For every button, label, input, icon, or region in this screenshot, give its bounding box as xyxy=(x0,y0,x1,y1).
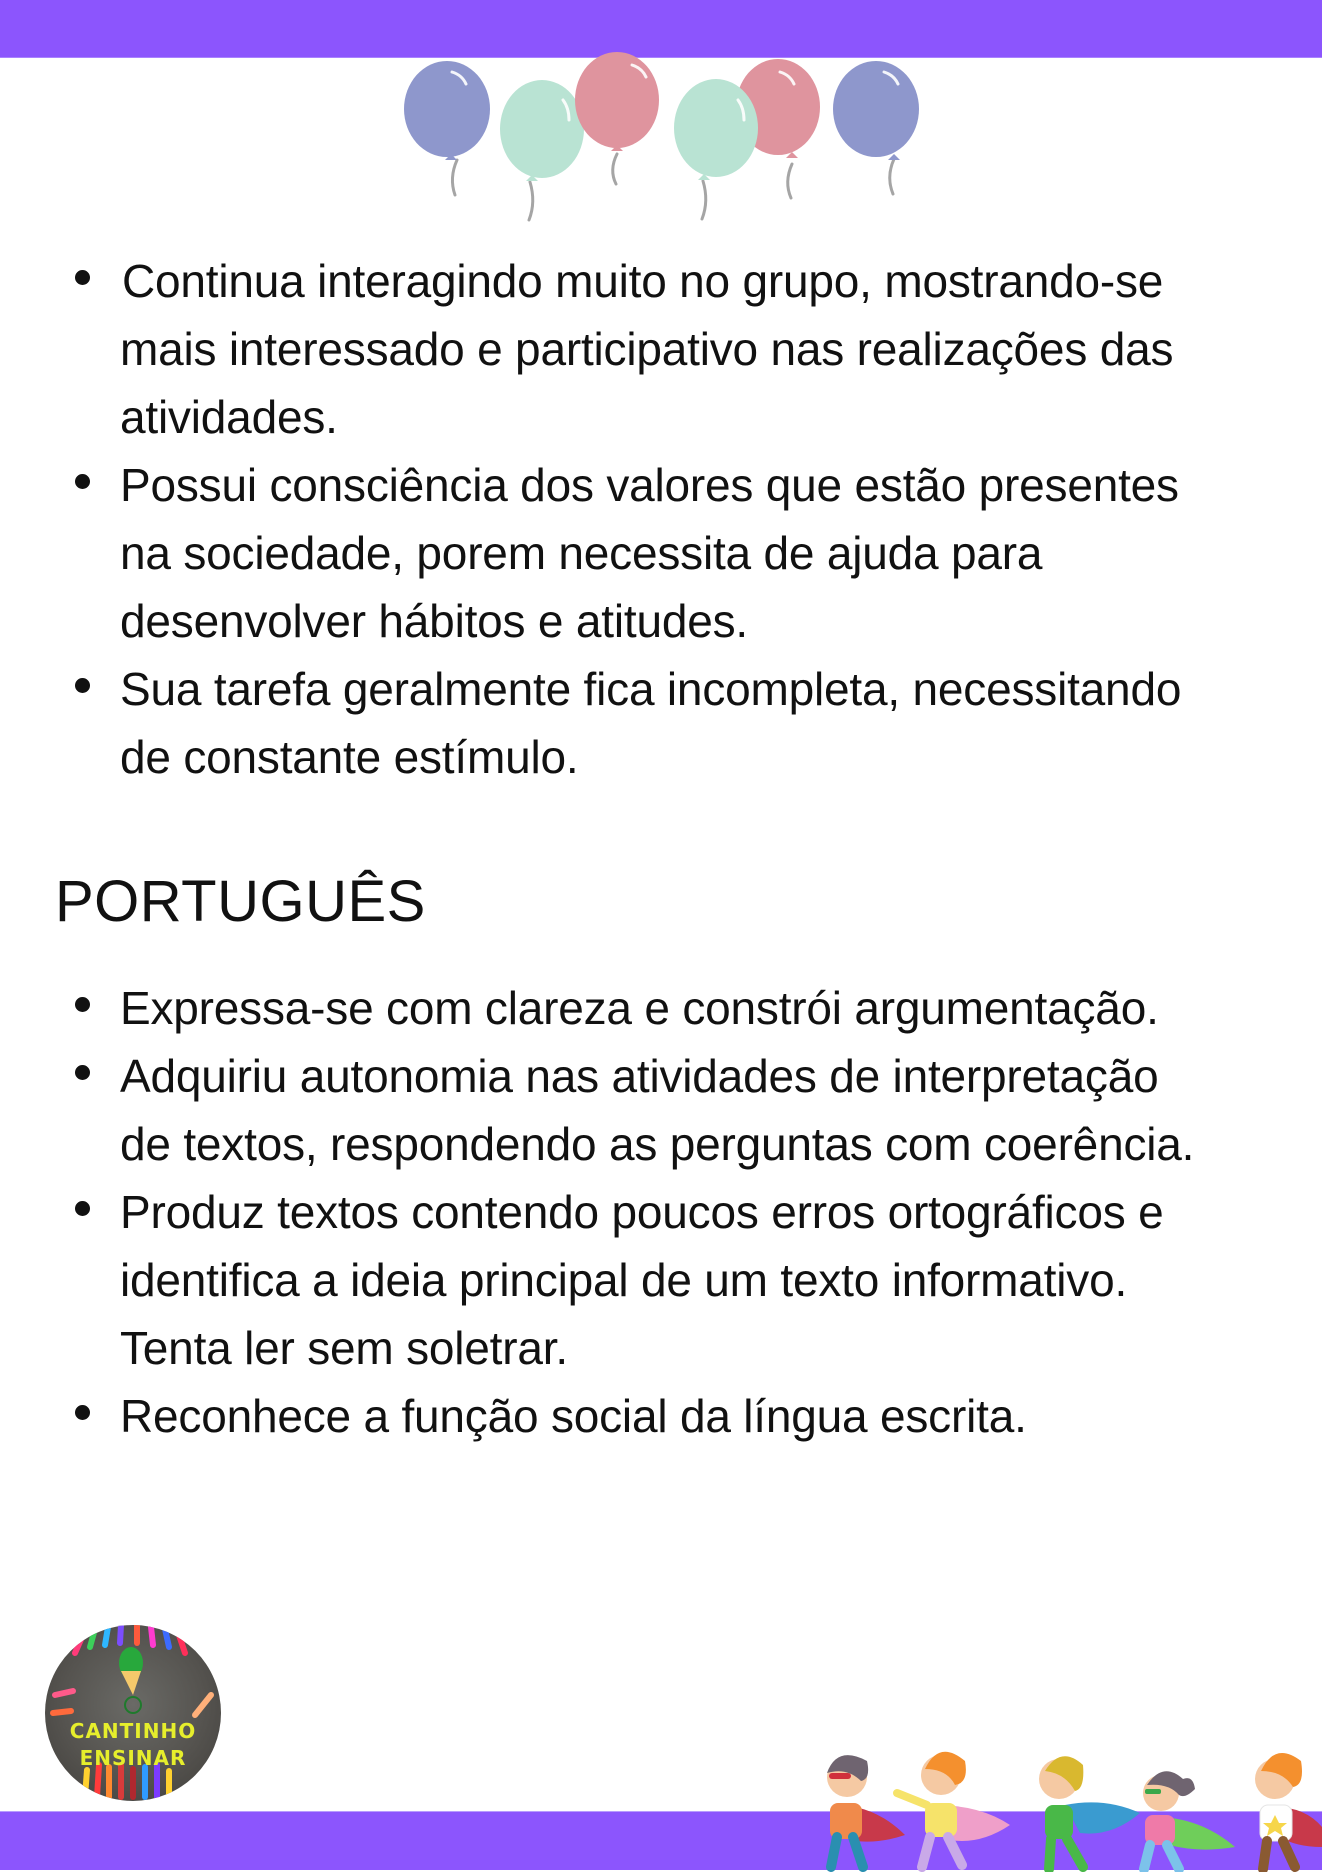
bullet-icon xyxy=(75,270,90,285)
list-item-text: desenvolver hábitos e atitudes. xyxy=(120,595,748,647)
list-item-text: Sua tarefa geralmente fica incompleta, necessitando xyxy=(120,663,1182,715)
list-item-text: Produz textos contendo poucos erros ortográficos e xyxy=(120,1186,1164,1238)
list-item-text: Continua interagindo muito no grupo, mostrando-se xyxy=(122,255,1164,307)
balloons-icon xyxy=(380,40,940,230)
running-kids-illustration xyxy=(805,1745,1322,1872)
logo-text-line1: CANTINHO xyxy=(69,1719,197,1743)
list-item-text: de textos, respondendo as perguntas com coerência. xyxy=(120,1118,1195,1170)
list-item-text: Expressa-se com clareza e constrói argumentação. xyxy=(120,982,1159,1034)
list-item-text: Reconhece a função social da língua escrita. xyxy=(120,1390,1027,1442)
cantinho-ensinar-logo xyxy=(45,1625,221,1801)
list-item-text: Adquiriu autonomia nas atividades de interpretação xyxy=(120,1050,1159,1102)
list-item-text: Tenta ler sem soletrar. xyxy=(120,1322,568,1374)
list-item-text: na sociedade, porem necessita de ajuda para xyxy=(120,527,1043,579)
bullet-icon xyxy=(75,678,90,693)
list-item-text: Possui consciência dos valores que estão presentes xyxy=(120,459,1179,511)
bullet-icon xyxy=(75,1405,90,1420)
bullet-icon xyxy=(75,1065,90,1080)
list-item-text: de constante estímulo. xyxy=(120,731,579,783)
logo-text-line2: ENSINAR xyxy=(79,1746,187,1770)
list-item-text: mais interessado e participativo nas realizações das xyxy=(120,323,1174,375)
crayons-pencil-icon xyxy=(45,1625,221,1801)
bullet-icon xyxy=(75,474,90,489)
list-item-text: atividades. xyxy=(120,391,338,443)
superhero-kids-icon xyxy=(805,1745,1322,1872)
bullet-icon xyxy=(75,997,90,1012)
section-title-portugues: PORTUGUÊS xyxy=(55,869,426,934)
list-item-text: identifica a ideia principal de um texto informativo. xyxy=(120,1254,1128,1306)
bullet-icon xyxy=(75,1201,90,1216)
balloons-decoration xyxy=(380,40,940,230)
